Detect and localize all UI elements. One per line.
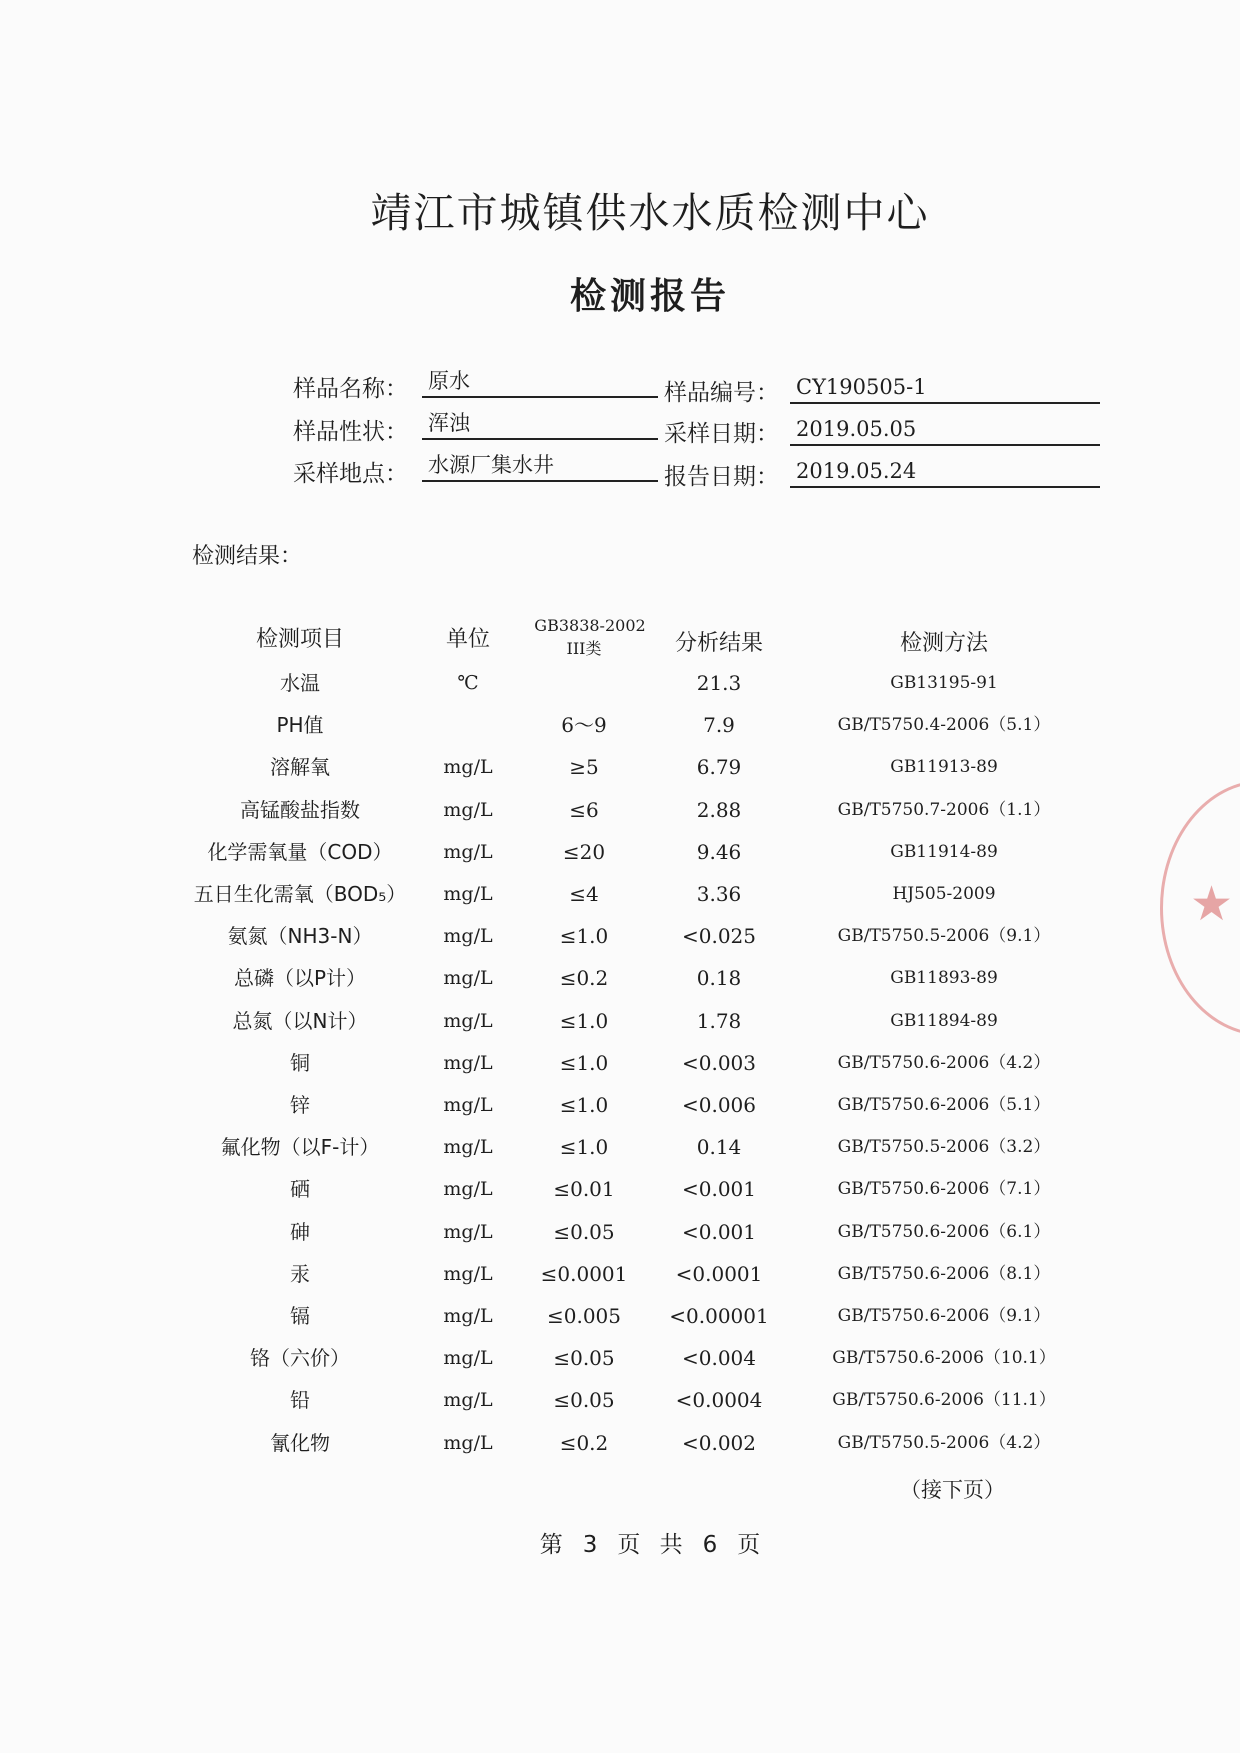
cell-item: 五日生化需氧（BOD₅） — [193, 882, 407, 906]
cell-result: 6.79 — [696, 755, 742, 780]
sample-state-label: 样品性状： — [293, 419, 408, 445]
cell-item: 总磷（以P计） — [233, 966, 367, 991]
page-number — [0, 1526, 1240, 1559]
table-row — [0, 662, 1240, 704]
sampling-date-label: 采样日期： — [664, 421, 779, 447]
header-standard-line1: GB3838-2002 — [534, 616, 646, 635]
page-prefix: 第 — [539, 1532, 563, 1558]
cell-item: 溶解氧 — [270, 755, 330, 780]
cell-standard: ≥5 — [569, 755, 599, 780]
cell-standard: ≤1.0 — [559, 1093, 609, 1117]
cell-unit: mg/L — [443, 840, 493, 863]
table-row — [0, 1337, 1240, 1379]
cell-method: GB/T5750.6-2006（7.1） — [837, 1179, 1051, 1200]
cell-standard: ≤1.0 — [559, 924, 609, 949]
table-row — [0, 1168, 1240, 1210]
cell-result: <0.003 — [681, 1050, 756, 1075]
cell-result: <0.004 — [681, 1346, 756, 1371]
cell-item: 氨氮（NH3-N） — [227, 924, 373, 949]
sampling-location-value: 水源厂集水井 — [422, 450, 658, 482]
table-row — [0, 1126, 1240, 1168]
cell-unit: mg/L — [443, 1136, 493, 1159]
table-row — [0, 831, 1240, 873]
cell-method: GB/T5750.6-2006（11.1） — [832, 1390, 1056, 1411]
cell-item: 水温 — [280, 671, 320, 695]
cell-result: 9.46 — [696, 839, 742, 864]
seal-star-icon: ★ — [1190, 876, 1234, 932]
cell-method: GB/T5750.4-2006（5.1） — [837, 715, 1051, 736]
table-row — [0, 1000, 1240, 1042]
table-row — [0, 1379, 1240, 1421]
cell-standard: ≤0.005 — [546, 1304, 621, 1328]
cell-method: GB/T5750.6-2006（6.1） — [837, 1221, 1051, 1242]
header-item: 检测项目 — [255, 627, 344, 652]
table-row — [0, 1084, 1240, 1126]
cell-method: GB/T5750.6-2006（8.1） — [837, 1263, 1051, 1284]
cell-method: HJ505-2009 — [892, 884, 996, 904]
cell-method: GB13195-91 — [890, 673, 998, 693]
cell-item: 砷 — [290, 1219, 310, 1244]
cell-method: GB/T5750.5-2006（4.2） — [837, 1432, 1051, 1453]
cell-standard: ≤0.2 — [559, 966, 609, 991]
cell-item: 铅 — [290, 1388, 310, 1413]
cell-result: 0.14 — [696, 1135, 742, 1160]
cell-result: <0.025 — [681, 924, 756, 949]
header-standard-line2: III类 — [566, 639, 602, 658]
cell-unit: mg/L — [443, 1431, 493, 1454]
cell-item: 氟化物（以F-计） — [220, 1135, 380, 1160]
table-row — [0, 704, 1240, 746]
cell-result: 1.78 — [696, 1008, 742, 1033]
cell-method: GB11894-89 — [890, 1010, 998, 1031]
table-row — [0, 1295, 1240, 1337]
results-heading: 检测结果： — [192, 544, 303, 569]
organization-title: 靖江市城镇供水水质检测中心 — [370, 189, 930, 237]
cell-method: GB/T5750.6-2006（4.2） — [837, 1052, 1051, 1073]
cell-unit: mg/L — [443, 883, 493, 905]
cell-standard: ≤1.0 — [559, 1008, 609, 1033]
table-row — [0, 1422, 1240, 1464]
cell-unit: mg/L — [443, 1220, 493, 1243]
cell-item: 总氮（以N计） — [232, 1008, 368, 1033]
cell-result: 2.88 — [696, 797, 742, 822]
cell-method: GB/T5750.5-2006（3.2） — [837, 1137, 1051, 1158]
cell-method: GB11893-89 — [890, 968, 998, 989]
cell-result: <0.002 — [681, 1430, 756, 1455]
cell-unit: mg/L — [443, 1305, 493, 1327]
cell-unit: mg/L — [443, 1051, 493, 1074]
cell-method: GB11914-89 — [890, 841, 998, 862]
report-date-label: 报告日期： — [664, 464, 779, 490]
cell-item: 氰化物 — [270, 1430, 330, 1455]
cell-method: GB/T5750.6-2006（10.1） — [832, 1348, 1056, 1369]
cell-result: 21.3 — [696, 671, 742, 695]
continued-note: （接下页） — [900, 1478, 1005, 1502]
cell-unit: mg/L — [443, 1262, 493, 1285]
cell-unit: mg/L — [443, 756, 493, 779]
cell-unit: mg/L — [443, 1347, 493, 1370]
cell-result: <0.0001 — [675, 1261, 763, 1286]
table-row — [0, 789, 1240, 831]
cell-standard: ≤0.05 — [553, 1388, 615, 1413]
cell-standard: ≤1.0 — [559, 1050, 609, 1075]
cell-unit: mg/L — [443, 1389, 493, 1412]
cell-item: PH值 — [276, 713, 324, 738]
cell-unit: mg/L — [443, 967, 493, 990]
cell-method: GB/T5750.6-2006（9.1） — [837, 1306, 1051, 1326]
cell-method: GB/T5750.5-2006（9.1） — [837, 926, 1051, 947]
cell-method: GB11913-89 — [890, 757, 998, 778]
cell-item: 硒 — [290, 1177, 310, 1202]
table-row — [0, 746, 1240, 788]
table-row — [0, 1253, 1240, 1295]
cell-standard: ≤0.2 — [559, 1430, 609, 1455]
sample-state-value: 浑浊 — [422, 408, 658, 440]
sample-id-label: 样品编号： — [664, 380, 779, 406]
cell-standard: ≤6 — [569, 797, 599, 822]
cell-standard: ≤0.01 — [553, 1177, 615, 1202]
report-date-value: 2019.05.24 — [790, 456, 1100, 488]
header-result: 分析结果 — [674, 631, 763, 656]
sampling-location-label: 采样地点： — [293, 461, 408, 487]
cell-result: <0.001 — [681, 1219, 756, 1244]
cell-standard: ≤4 — [569, 882, 599, 906]
table-row — [0, 1211, 1240, 1253]
table-row — [0, 957, 1240, 999]
table-row — [0, 873, 1240, 915]
sample-name-label: 样品名称： — [293, 376, 408, 402]
table-row — [0, 1042, 1240, 1084]
cell-result: 0.18 — [696, 966, 742, 991]
page-current: 3 — [582, 1532, 598, 1558]
cell-item: 化学需氧量（COD） — [207, 839, 393, 864]
cell-method: GB/T5750.7-2006（1.1） — [837, 799, 1051, 820]
cell-standard: ≤1.0 — [559, 1135, 609, 1160]
sample-name-value: 原水 — [422, 366, 658, 398]
cell-unit: mg/L — [443, 1094, 493, 1116]
cell-standard: ≤0.05 — [553, 1219, 615, 1244]
cell-result: <0.0004 — [675, 1388, 763, 1413]
cell-unit: mg/L — [443, 1009, 493, 1032]
table-row — [0, 915, 1240, 957]
cell-result: <0.006 — [681, 1093, 756, 1117]
cell-method: GB/T5750.6-2006（5.1） — [837, 1095, 1051, 1115]
cell-result: <0.00001 — [669, 1304, 769, 1328]
cell-item: 镉 — [290, 1304, 310, 1328]
cell-item: 铬（六价） — [250, 1346, 350, 1371]
cell-standard: ≤0.05 — [553, 1346, 615, 1371]
cell-item: 汞 — [290, 1261, 310, 1286]
cell-unit: mg/L — [443, 798, 493, 821]
cell-item: 高锰酸盐指数 — [240, 797, 360, 822]
cell-unit: ℃ — [457, 672, 479, 694]
sample-id-value: CY190505-1 — [790, 372, 1100, 404]
page-middle: 页 共 — [617, 1532, 683, 1558]
page-total: 6 — [702, 1532, 718, 1558]
cell-unit: mg/L — [443, 1178, 493, 1201]
cell-standard: 6～9 — [561, 713, 607, 738]
cell-standard: ≤0.0001 — [540, 1261, 628, 1286]
cell-result: 7.9 — [703, 713, 735, 738]
cell-unit: mg/L — [443, 925, 493, 948]
cell-item: 铜 — [290, 1050, 310, 1075]
header-unit: 单位 — [445, 627, 490, 652]
sampling-date-value: 2019.05.05 — [790, 414, 1100, 446]
cell-item: 锌 — [290, 1093, 310, 1117]
header-method: 检测方法 — [899, 631, 988, 656]
cell-result: <0.001 — [681, 1177, 756, 1202]
cell-result: 3.36 — [696, 882, 742, 906]
cell-standard: ≤20 — [562, 839, 606, 864]
page-suffix: 页 — [737, 1532, 761, 1558]
report-title: 检测报告 — [569, 276, 730, 317]
